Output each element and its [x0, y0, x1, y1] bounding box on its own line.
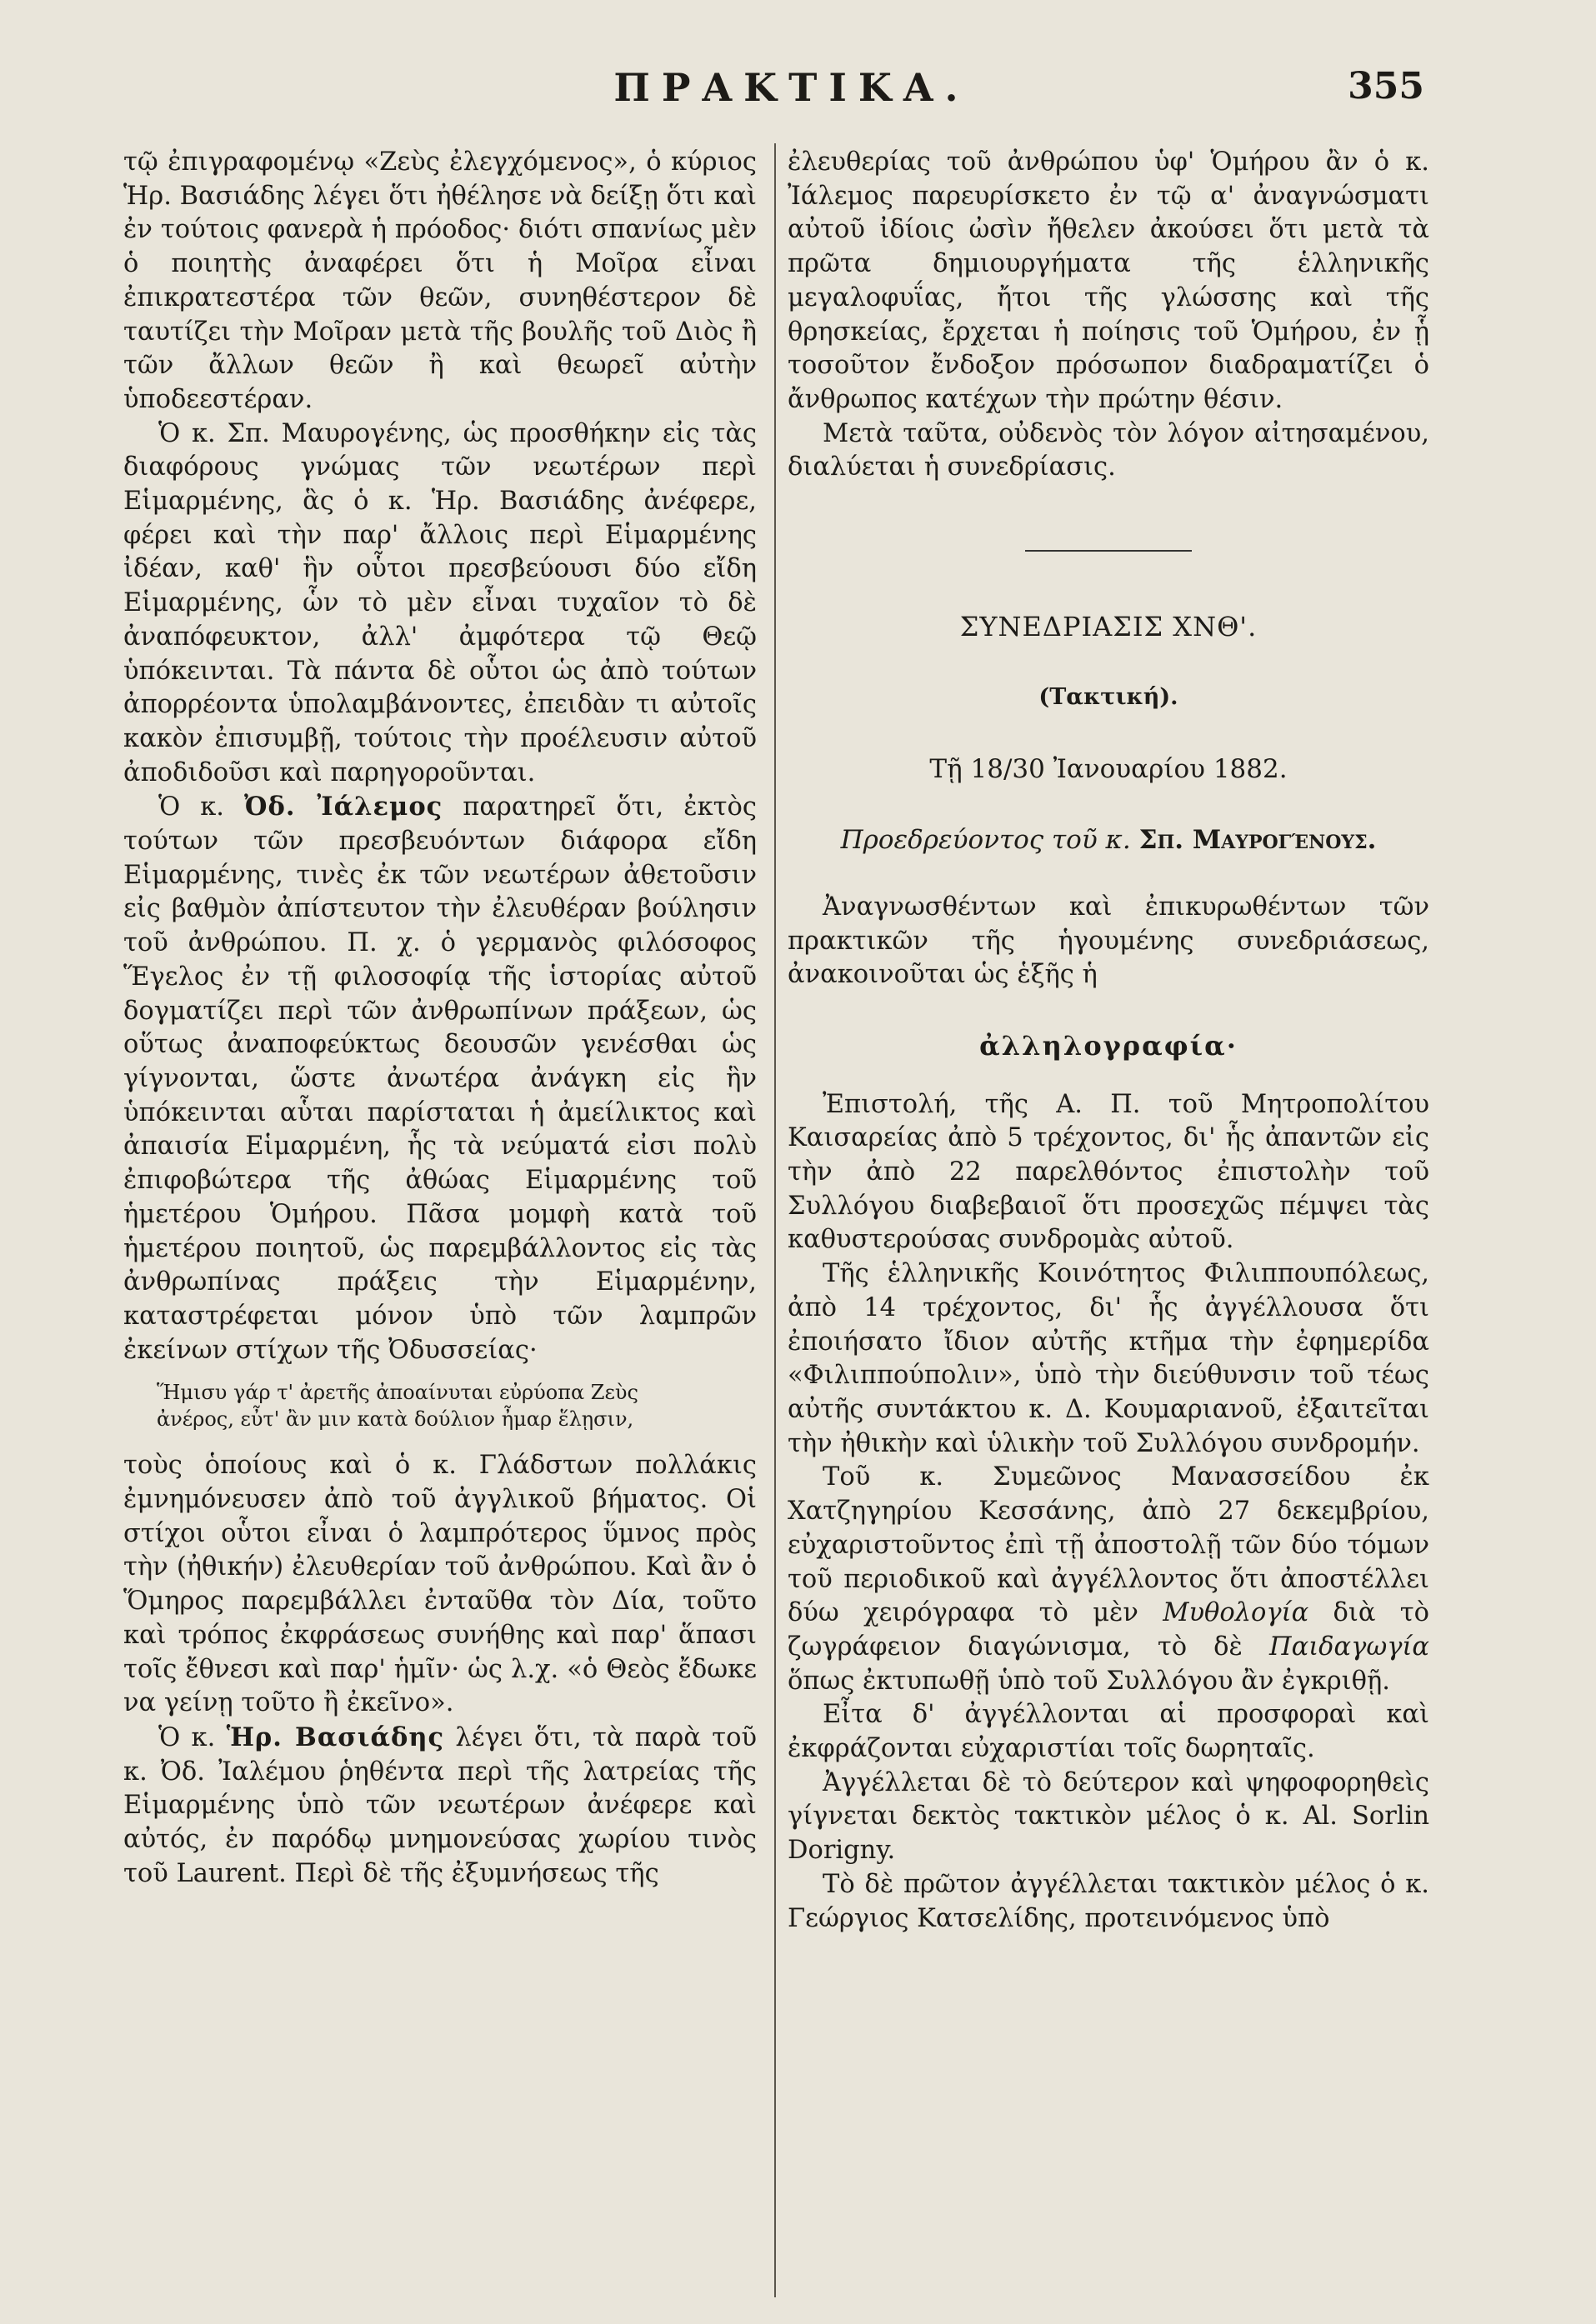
page-number: 355: [1348, 65, 1424, 107]
presiding-label: Προεδρεύοντος τοῦ κ.: [840, 825, 1139, 856]
text-run: διὰ τὸ ζωγράφειον διαγώνισμα, τὸ δὲ: [788, 1598, 1429, 1662]
paragraph: ἐλευθερίας τοῦ ἀνθρώπου ὑφ' Ὁμήρου ἂν ὁ κ. Ἰάλεμος παρευρίσκετο ἐν τῷ α' ἀναγνώσματι αὐτοῦ ἰδίοις ὠσὶν ἤθελεν ἀκούσει ὅτι μετὰ τὰ πρῶτα δημιουργήματα τῆς ἑλληνικῆς μεγαλοφυΐας, ἤτοι τῆς γλώσσης καὶ τῆς θρησκείας, ἔρχεται ἡ ποίησις τοῦ Ὁμήρου, ἐν ᾗ τοσοῦτον ἔνδοξον πρόσωπον διαδραματίζει ὁ ἄνθρωπος κατέχων τὴν πρώτην θέσιν.: [788, 147, 1429, 414]
paragraph: Εἶτα δ' ἀγγέλλονται αἱ προσφοραὶ καὶ ἐκφράζονται εὐχαριστίαι τοῖς δωρηταῖς.: [788, 1700, 1429, 1764]
text-run: λέγει ὅτι, τὰ παρὰ τοῦ κ. Ὀδ. Ἰαλέμου ῥηθέντα περὶ τῆς λατρείας τῆς Εἱμαρμένης ὑπὸ τῶν νεωτέρων ἀνέφερε καὶ αὐτός, ἐν παρόδῳ μνημονεύσας χωρίου τινὸς τοῦ Laurent. Περὶ δὲ τῆς ἐξυμνήσεως τῆς: [123, 1722, 758, 1888]
text-run: ὅπως ἐκτυπωθῇ ὑπὸ τοῦ Συλλόγου ἂν ἐγκριθῇ.: [788, 1666, 1390, 1696]
paragraph: Τὸ δὲ πρῶτον ἀγγέλλεται τακτικὸν μέλος ὁ κ. Γεώργιος Κατσελίδης, προτεινόμενος ὑπὸ: [788, 1869, 1429, 1933]
verse-quote: [157, 1379, 757, 1432]
paragraph: Ἐπιστολή, τῆς Α. Π. τοῦ Μητροπολίτου Καισαρείας ἀπὸ 5 τρέχοντος, δι' ἧς ἀπαντῶν εἰς τὴν ἀπὸ 22 παρελθόντος ἐπιστολὴν τοῦ Συλλόγου διαβεβαιοῖ ὅτι προσεχῶς πέμψει τὰς καθυστερούσας συνδρομὰς αὐτοῦ.: [788, 1089, 1429, 1255]
text-run: Ὁ κ.: [158, 1722, 227, 1752]
title-mythology: Μυθολογία: [1163, 1598, 1309, 1628]
right-column: [788, 146, 1429, 1936]
paragraph: Μετὰ ταῦτα, οὐδενὸς τὸν λόγον αἰτησαμένου, διαλύεται ἡ συνεδρίασις.: [788, 418, 1429, 482]
session-date: Τῇ 18/30 Ἰανουαρίου 1882.: [929, 754, 1288, 785]
presiding-line: [788, 823, 1429, 857]
paragraph: Ὁ κ. Σπ. Μαυρογένης, ὡς προσθήκην εἰς τὰς διαφόρους γνώμας τῶν νεωτέρων περὶ Εἱμαρμένης, ἃς ὁ κ. Ἡρ. Βασιάδης ἀνέφερε, φέρει καὶ τὴν παρ' ἄλλοις περὶ Εἱμαρμένης ἰδέαν, καθ' ἣν οὗτοι πρεσβεύουσι δύο εἴδη Εἱμαρμένης, ὧν τὸ μὲν εἶναι τυχαῖον τὸ δὲ ἀναπόφευκτον, ἀλλ' ἀμφότερα τῷ Θεῷ ὑπόκεινται. Τὰ πάντα δὲ οὗτοι ὡς ἀπὸ τούτων ἀπορρέοντα ὑπολαμβάνοντες, ἐπειδὰν τι αὐτοῖς κακὸν ἐπισυμβῇ, τούτοις τὴν προέλευσιν αὐτοῦ ἀποδιδοῦσι καὶ παρηγοροῦνται.: [123, 418, 757, 787]
speaker-name: Ὀδ. Ἰάλεμος: [244, 792, 443, 822]
running-head: [0, 65, 1596, 123]
paragraph: τῷ ἐπιγραφομένῳ «Ζεὺς ἐλεγχόμενος», ὁ κύριος Ἡρ. Βασιάδης λέγει ὅτι ἠθέλησε νὰ δείξῃ ὅτι καὶ ἐν τούτοις φανερὰ ἡ πρόοδος· διότι σπανίως μὲν ὁ ποιητὴς ἀναφέρει ὅτι ἡ Μοῖρα εἶναι ἐπικρατεστέρα τῶν θεῶν, συνηθέστερον δὲ ταυτίζει τὴν Μοῖραν μετὰ τῆς βουλῆς τοῦ Διὸς ἢ τῶν ἄλλων θεῶν ἢ καὶ θεωρεῖ αὐτὴν ὑποδεεστέραν.: [123, 147, 757, 414]
left-column: [123, 146, 757, 1891]
session-title: ΣΥΝΕΔΡΙΑΣΙΣ ΧΝΘ'.: [959, 611, 1258, 643]
text-run: Ὁ κ.: [158, 792, 245, 822]
paragraph: Τῆς ἑλληνικῆς Κοινότητος Φιλιππουπόλεως, ἀπὸ 14 τρέχοντος, δι' ἧς ἀγγέλλουσα ὅτι ἐποιήσατο ἴδιον αὐτῆς κτῆμα τὴν ἐφημερίδα «Φιλιππούπολιν», ὑπὸ τὴν διεύθυνσιν τοῦ τέως αὐτῆς συντάκτου κ. Δ. Κουμαριανοῦ, ἐξαιτεῖται τὴν ἠθικὴν καὶ ὑλικὴν τοῦ Συλλόγου συνδρομήν.: [788, 1259, 1429, 1458]
paragraph: [788, 1461, 1429, 1698]
speaker-name: Ἡρ. Βασιάδης: [226, 1722, 445, 1752]
paragraph: [123, 790, 757, 1367]
paragraph: Ἀναγνωσθέντων καὶ ἐπικυρωθέντων τῶν πρακτικῶν τῆς ἡγουμένης συνεδριάσεως, ἀνακοινοῦται ὡς ἑξῆς ἡ: [788, 892, 1429, 990]
correspondence-heading: ἀλληλογραφία·: [979, 1029, 1238, 1062]
session-type: (Τακτική).: [1038, 683, 1178, 710]
text-run: Τοῦ κ. Συμεῶνος Μανασσείδου ἐκ Χατζηγηρίου Κεσσάνης, ἀπὸ 27 δεκεμβρίου, εὐχαριστοῦντος ἐπὶ τῇ ἀποστολῇ τῶν δύο τόμων τοῦ περιοδικοῦ καὶ ἀγγέλλοντος ὅτι ἀποστέλλει δύω χειρόγραφα τὸ μὲν: [788, 1462, 1429, 1628]
verse-line: ἀνέρος, εὖτ' ἂν μιν κατὰ δούλιον ἦμαρ ἕλῃσιν,: [157, 1407, 634, 1432]
section-separator: [1025, 550, 1192, 552]
text-run: παρατηρεῖ ὅτι, ἐκτὸς τούτων τῶν πρεσβευόντων διάφορα εἴδη Εἱμαρμένης, τινὲς ἐκ τῶν νεωτέρων ἀθετοῦσιν εἰς βαθμὸν ἀπίστευτον τὴν ἐλευθέραν βούλησιν τοῦ ἀνθρώπου. Π. χ. ὁ γερμανὸς φιλόσοφος Ἕγελος ἐν τῇ φιλοσοφίᾳ τῆς ἱστορίας αὐτοῦ δογματίζει περὶ τῶν ἀνθρωπίνων πράξεων, ὡς οὕτως ἀναποφεύκτως δεουσῶν γενέσθαι ὡς γίγνονται, ὥστε ἀνωτέρα ἀνάγκη εἰς ἣν ὑπόκεινται αὗται παρίσταται ἡ ἀμείλικτος καὶ ἀπαισία Εἱμαρμένη, ἧς τὰ νεύματά εἰσι πολὺ ἐπιφοβώτερα τῆς ἀθώας Εἱμαρμένης τοῦ ἡμετέρου Ὁμήρου. Πᾶσα μομφὴ κατὰ τοῦ ἡμετέρου ποιητοῦ, ὡς παρεμβάλλοντος εἰς τὰς ἀνθρωπίνας πράξεις τὴν Εἱμαρμένην, καταστρέφεται μόνον ὑπὸ τῶν λαμπρῶν ἐκείνων στίχων τῆς Ὀδυσσείας·: [123, 792, 757, 1365]
verse-line: Ἥμισυ γάρ τ' ἀρετῆς ἀποαίνυται εὐρύοπα Ζεὺς: [157, 1381, 638, 1405]
paragraph: Ἀγγέλλεται δὲ τὸ δεύτερον καὶ ψηφοφορηθεὶς γίγνεται δεκτὸς τακτικὸν μέλος ὁ κ. Al. Sorlin Dorigny.: [788, 1767, 1429, 1866]
presiding-name: Σπ. Μαυρογένους.: [1138, 825, 1377, 856]
paragraph: [123, 1721, 757, 1892]
running-title: ΠΡΑΚΤΙΚΑ.: [613, 65, 970, 110]
column-divider: [774, 143, 776, 2297]
title-pedagogy: Παιδαγωγία: [1269, 1632, 1429, 1662]
paragraph: τοὺς ὁποίους καὶ ὁ κ. Γλάδστων πολλάκις ἐμνημόνευσεν ἀπὸ τοῦ ἀγγλικοῦ βήματος. Οἱ στίχοι οὗτοι εἶναι ὁ λαμπρότερος ὕμνος πρὸς τὴν (ἠθικήν) ἐλευθερίαν τοῦ ἀνθρώπου. Καὶ ἂν ὁ Ὅμηρος παρεμβάλλει ἐνταῦθα τὸν Δία, τοῦτο καὶ τρόπος ἐκφράσεως συνήθης καὶ παρ' ἅπασι τοῖς ἔθνεσι καὶ παρ' ἡμῖν· ὡς λ.χ. «ὁ Θεὸς ἔδωκε να γείνῃ τοῦτο ἢ ἐκεῖνο».: [123, 1451, 757, 1718]
